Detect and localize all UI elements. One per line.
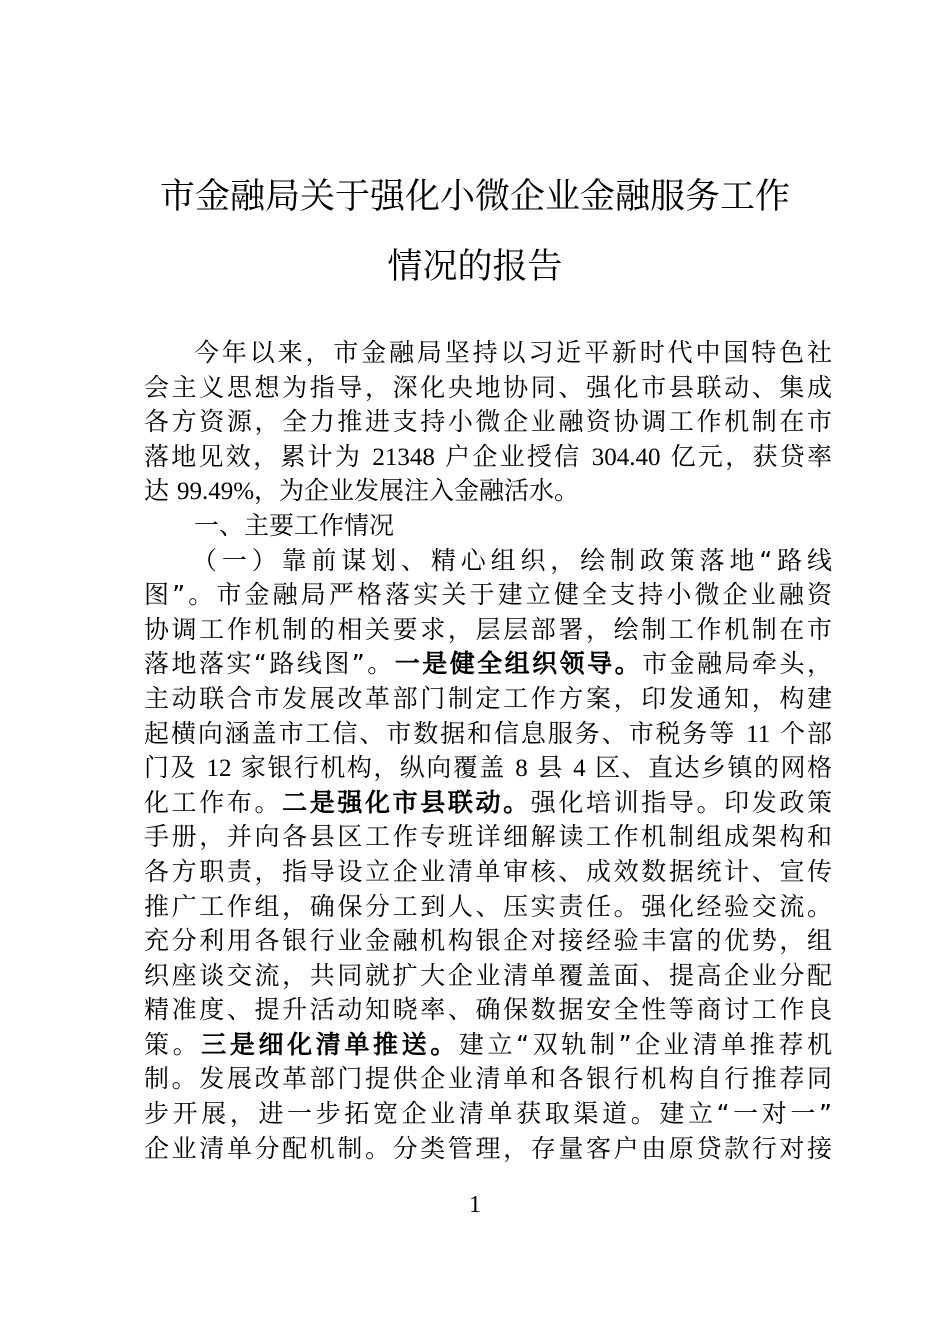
intro-text: ，为企业发展注入金融活水。 bbox=[254, 476, 580, 506]
bold-point-2: 二是强化市县联动。 bbox=[282, 787, 531, 817]
page-number: 1 bbox=[469, 1192, 481, 1218]
county-count: 8 bbox=[515, 755, 528, 783]
para-text: 门及 bbox=[144, 753, 207, 783]
credit-amount: 304.40 bbox=[591, 443, 661, 471]
para-text: 家银行机构，纵向覆盖 bbox=[231, 753, 516, 783]
intro-line-2: 会主义思想为指导，深化央地协同、强化市县联动、集成 bbox=[144, 372, 832, 402]
bold-point-1: 一是健全组织领导。 bbox=[394, 649, 643, 679]
department-count: 11 bbox=[746, 720, 771, 748]
intro-line-1: 今年以来，市金融局坚持以习近平新时代中国特色社 bbox=[194, 338, 832, 367]
para1-line-17: 步开展，进一步拓宽企业清单获取渠道。建立“一对一” bbox=[144, 1099, 832, 1129]
intro-text: 户企业授信 bbox=[434, 441, 592, 471]
para-text: 区、直达乡镇的网格 bbox=[585, 753, 832, 783]
document-title-line-1: 市金融局关于强化小微企业金融服务工作 bbox=[159, 177, 790, 217]
para-text: 策。 bbox=[144, 1029, 202, 1059]
para1-line-4 bbox=[144, 647, 832, 682]
intro-text: 达 bbox=[144, 476, 177, 506]
section-heading-1: 一、主要工作情况 bbox=[194, 510, 395, 540]
para1-line-14: 精准度、提升活动知晓率、确保数据安全性等商讨工作良 bbox=[144, 995, 832, 1025]
para1-line-2: 图”。市金融局严格落实关于建立健全支持小微企业融资 bbox=[144, 580, 832, 610]
intro-text: 落地见效，累计为 bbox=[144, 441, 373, 471]
para1-line-3: 协调工作机制的相关要求，层层部署，绘制工作机制在市 bbox=[144, 614, 832, 644]
para-text: 个部 bbox=[770, 718, 832, 748]
intro-line-4 bbox=[144, 440, 832, 475]
enterprise-count: 21348 bbox=[372, 443, 435, 471]
intro-line-5 bbox=[144, 474, 832, 509]
document-title-line-2: 情况的报告 bbox=[387, 247, 563, 287]
para-text: 建立“双轨制”企业清单推荐机 bbox=[458, 1029, 832, 1059]
para-text: 县 bbox=[527, 753, 574, 783]
para1-line-11: 推广工作组，确保分工到人、压实责任。强化经验交流。 bbox=[144, 891, 832, 921]
para1-line-15 bbox=[144, 1028, 832, 1063]
bank-count: 12 bbox=[206, 755, 232, 783]
para1-line-9: 手册，并向各县区工作专班详细解读工作机制组成架构和 bbox=[144, 822, 832, 852]
intro-line-3: 各方资源，全力推进支持小微企业融资协调工作机制在市 bbox=[144, 407, 832, 437]
para1-line-12: 充分利用各银行业金融机构银企对接经验丰富的优势，组 bbox=[144, 926, 832, 956]
para-text: 起横向涵盖市工信、市数据和信息服务、市税务等 bbox=[144, 718, 747, 748]
para-text: 化工作布。 bbox=[144, 787, 283, 817]
para1-line-18: 企业清单分配机制。分类管理，存量客户由原贷款行对接 bbox=[144, 1133, 832, 1163]
para1-line-16: 制。发展改革部门提供企业清单和各银行机构自行推荐同 bbox=[144, 1064, 832, 1094]
para1-line-1: （一）靠前谋划、精心组织，绘制政策落地“路线 bbox=[192, 545, 832, 575]
loan-rate: 99.49% bbox=[176, 478, 255, 506]
para-text: 强化培训指导。印发政策 bbox=[530, 787, 832, 817]
para1-line-10: 各方职责，指导设立企业清单审核、成效数据统计、宣传 bbox=[144, 856, 832, 886]
para1-line-5: 主动联合市发展改革部门制定工作方案，印发通知，构建 bbox=[144, 683, 832, 713]
para-text: 市金融局牵头， bbox=[642, 649, 832, 679]
para-text: 落地落实“路线图”。 bbox=[144, 649, 395, 679]
para1-line-8 bbox=[144, 786, 832, 821]
para1-line-7 bbox=[144, 751, 832, 786]
document-body bbox=[144, 336, 832, 1166]
para1-line-13: 织座谈交流，共同就扩大企业清单覆盖面、提高企业分配 bbox=[144, 960, 832, 990]
district-count: 4 bbox=[573, 755, 586, 783]
para1-line-6 bbox=[144, 717, 832, 752]
bold-point-3: 三是细化清单推送。 bbox=[201, 1029, 459, 1059]
intro-text: 亿元，获贷率 bbox=[660, 441, 833, 471]
